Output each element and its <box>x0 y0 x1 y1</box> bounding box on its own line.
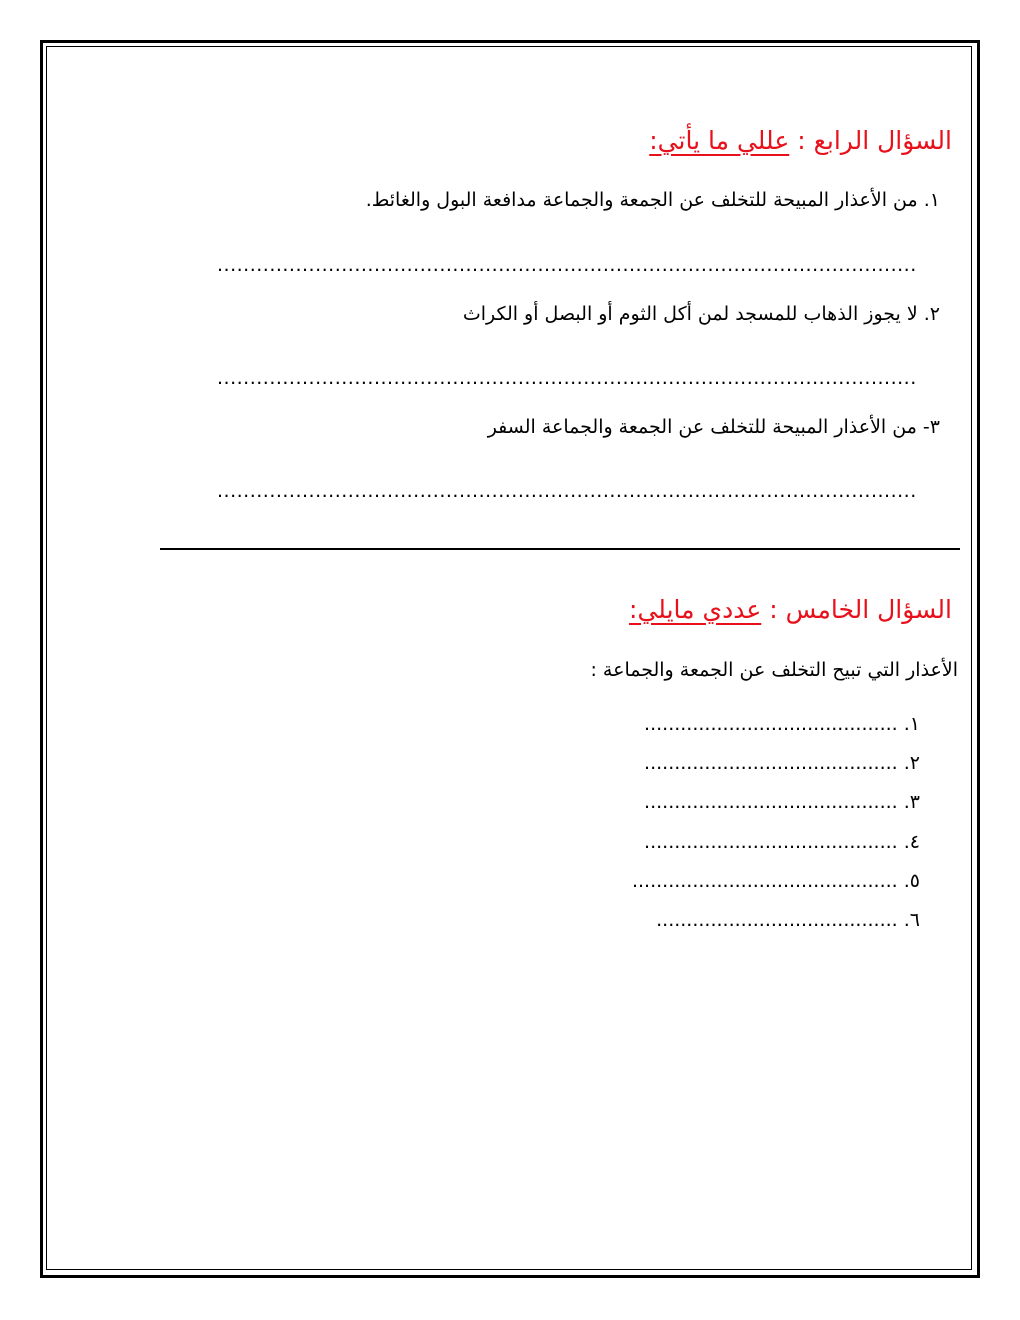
q5-list-item-2[interactable]: ٢. .......................................... <box>644 752 920 774</box>
q5-list-item-1[interactable]: ١. .......................................... <box>644 713 920 735</box>
q5-list-item-5[interactable]: ٥. ............................................ <box>631 870 920 892</box>
q4-item-3: ٣- من الأعذار المبيحة للتخلف عن الجمعة والجماعة السفر <box>487 416 940 438</box>
q5-title: السؤال الخامس : <box>769 595 952 624</box>
q5-list-item-3[interactable]: ٣. .......................................... <box>644 791 920 813</box>
q5-list-item-6[interactable]: ٦. ........................................ <box>656 909 920 931</box>
q4-heading <box>649 126 952 155</box>
q4-answer-line-1[interactable]: ........................................................................................................... <box>217 254 917 276</box>
q4-answer-line-3[interactable]: ........................................................................................................... <box>217 480 917 502</box>
q5-list-item-4[interactable]: ٤. .......................................... <box>644 831 920 853</box>
q4-answer-line-2[interactable]: ........................................................................................................... <box>217 367 917 389</box>
q4-instruction: عللي ما يأتي: <box>649 126 790 155</box>
section-divider <box>160 548 960 550</box>
q5-heading <box>629 595 952 624</box>
q4-item-1: ١. من الأعذار المبيحة للتخلف عن الجمعة والجماعة مدافعة البول والغائط. <box>365 189 940 211</box>
q4-item-2: ٢. لا يجوز الذهاب للمسجد لمن أكل الثوم أو البصل أو الكراث <box>462 303 940 325</box>
page-border-inner <box>46 46 972 1270</box>
q4-title: السؤال الرابع : <box>797 126 952 155</box>
q5-prompt: الأعذار التي تبيح التخلف عن الجمعة والجماعة : <box>590 659 958 681</box>
q5-instruction: عددي مايلي: <box>629 595 762 624</box>
